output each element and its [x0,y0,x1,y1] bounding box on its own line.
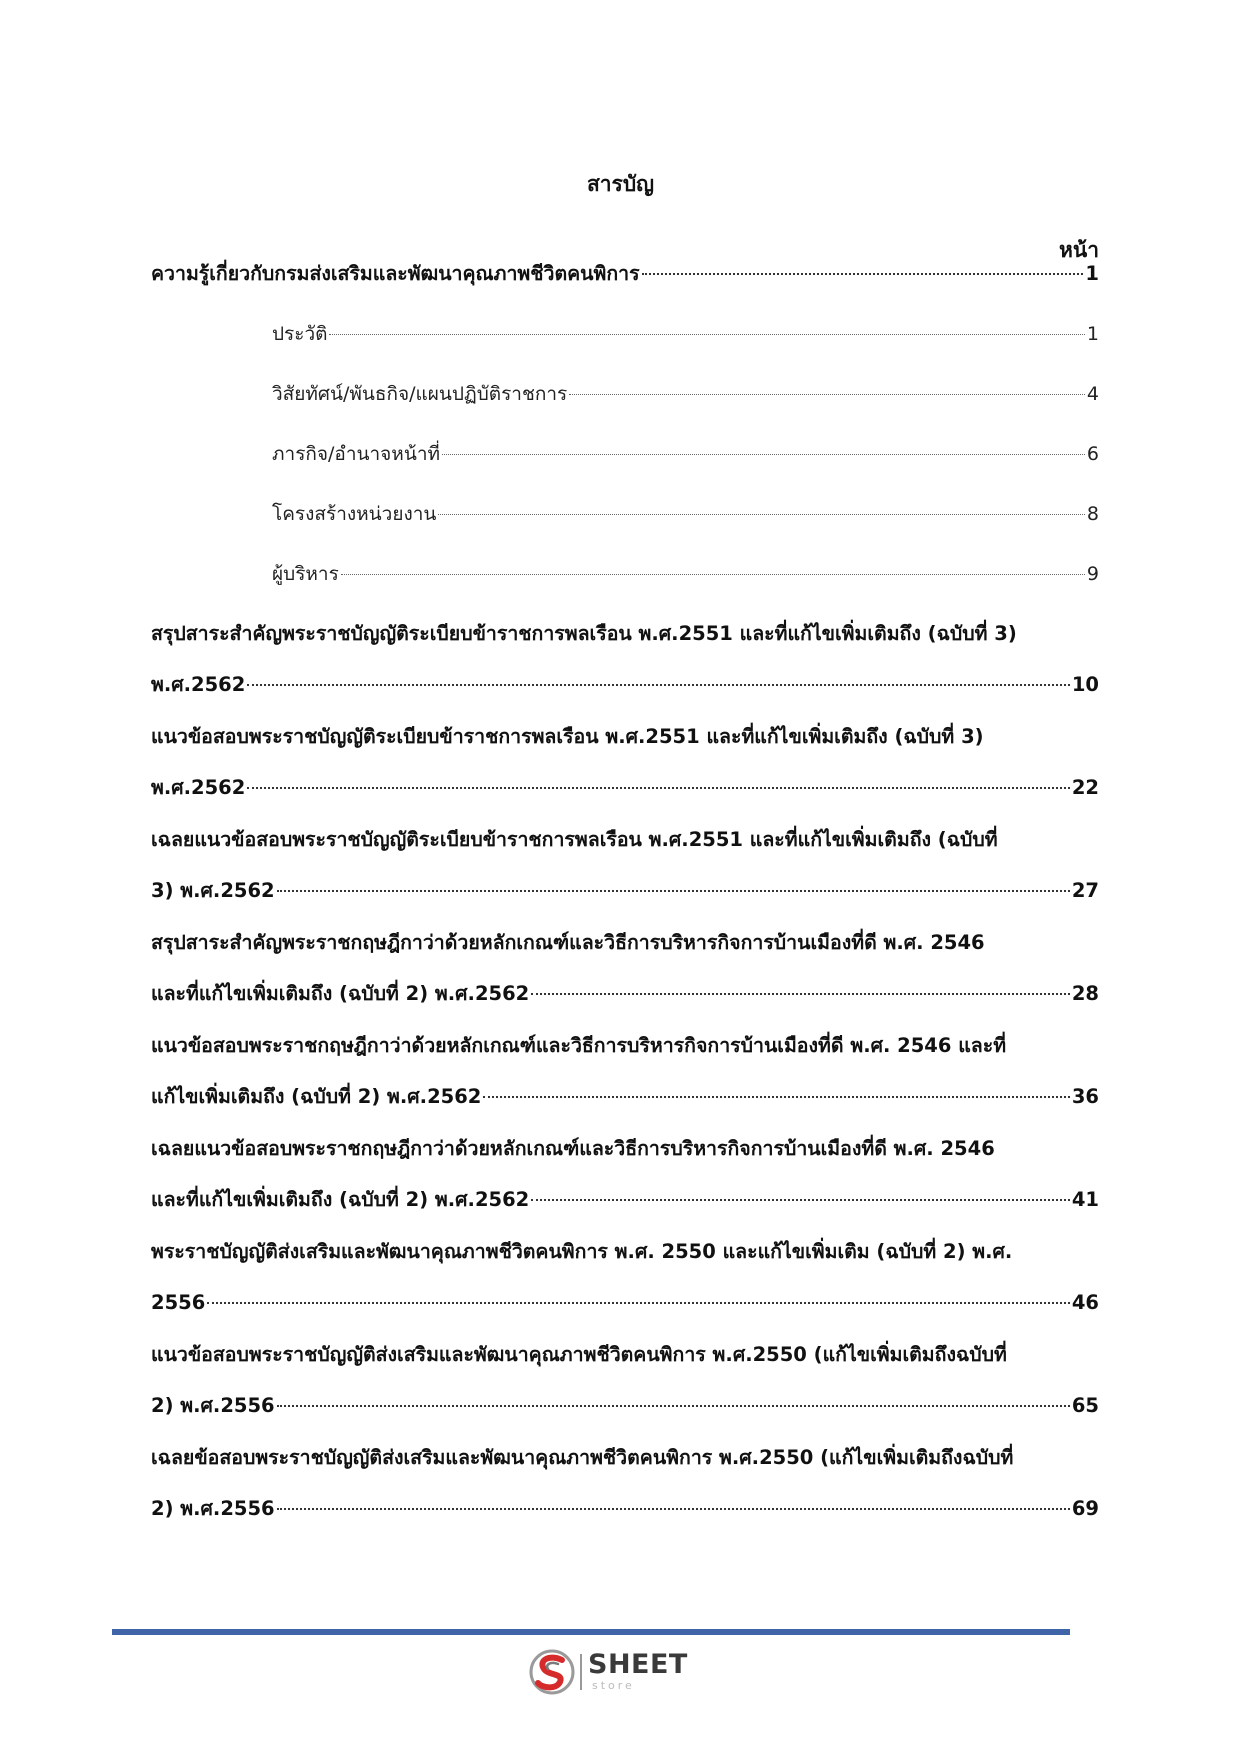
toc-entry [151,254,1099,294]
toc-page-number: 69 [1071,1497,1099,1520]
toc-entry [151,717,1099,808]
toc-entry-title-line1: แนวข้อสอบพระราชกฤษฎีกาว่าด้วยหลักเกณฑ์และวิธีการบริหารกิจการบ้านเมืองที่ดี พ.ศ. 2546 และที่ [151,1034,1007,1057]
toc-entry [151,1129,1099,1220]
toc-entry-title: 2) พ.ศ.2556 [151,1497,275,1520]
toc-entry-title: โครงสร้างหน่วยงาน [272,503,437,525]
dot-leader [483,1096,1069,1098]
dot-leader [277,1508,1070,1510]
toc-page-number: 46 [1071,1291,1099,1314]
toc-page-number: 22 [1071,776,1099,799]
toc-page-number: 8 [1086,503,1099,525]
toc-subentry [272,374,1099,414]
dot-leader [642,273,1084,275]
toc-entry-title: ความรู้เกี่ยวกับกรมส่งเสริมและพัฒนาคุณภาพชีวิตคนพิการ [151,262,640,285]
dot-leader [329,334,1084,335]
toc-page-number: 27 [1071,879,1099,902]
toc-entry-title: ประวัติ [272,323,328,345]
toc-entry-title-line1: เฉลยข้อสอบพระราชบัญญัติส่งเสริมและพัฒนาคุณภาพชีวิตคนพิการ พ.ศ.2550 (แก้ไขเพิ่มเติมถึงฉบับที่ [151,1446,1014,1469]
dot-leader [207,1302,1070,1304]
toc-entry-title: และที่แก้ไขเพิ่มเติมถึง (ฉบับที่ 2) พ.ศ.2562 [151,1188,530,1211]
dot-leader [438,514,1085,515]
toc-entry-title-line1: เฉลยแนวข้อสอบพระราชบัญญัติระเบียบข้าราชการพลเรือน พ.ศ.2551 และที่แก้ไขเพิ่มเติมถึง (ฉบับที่ [151,828,998,851]
toc-entry-title: พ.ศ.2562 [151,776,246,799]
dot-leader [531,1199,1070,1201]
toc-entry [151,1335,1099,1426]
toc-entry-title: พ.ศ.2562 [151,673,246,696]
toc-entry [151,1438,1099,1529]
toc-entry-title: ผู้บริหาร [272,563,339,585]
sheet-store-logo [528,1648,688,1696]
toc-entry [151,820,1099,911]
dot-leader [247,787,1070,789]
toc-entry [151,1026,1099,1117]
toc-entry-title-line1: แนวข้อสอบพระราชบัญญัติส่งเสริมและพัฒนาคุณภาพชีวิตคนพิการ พ.ศ.2550 (แก้ไขเพิ่มเติมถึงฉบับที่ [151,1343,1007,1366]
toc-subentry [272,554,1099,594]
dot-leader [277,1405,1070,1407]
toc-page-number: 10 [1071,673,1099,696]
logo-divider [580,1654,582,1690]
toc-page-number: 1 [1086,323,1099,345]
toc-subentry [272,434,1099,474]
dot-leader [569,394,1085,395]
toc-page-number: 1 [1085,262,1099,285]
toc-page-number: 6 [1086,443,1099,465]
logo-subtext: store [592,1679,635,1692]
dot-leader [247,684,1070,686]
toc-entry [151,614,1099,705]
dot-leader [277,890,1070,892]
page-column-header: หน้า [1059,238,1099,262]
toc-subentry [272,494,1099,534]
toc-entry-title: 2556 [151,1291,206,1314]
toc-entry [151,923,1099,1014]
toc-entry-title: 2) พ.ศ.2556 [151,1394,275,1417]
toc-entry-title-line1: แนวข้อสอบพระราชบัญญัติระเบียบข้าราชการพลเรือน พ.ศ.2551 และที่แก้ไขเพิ่มเติมถึง (ฉบับที่ 3) [151,725,984,748]
toc-entry-title: วิสัยทัศน์/พันธกิจ/แผนปฏิบัติราชการ [272,383,568,405]
toc-entry-title-line1: สรุปสาระสำคัญพระราชบัญญัติระเบียบข้าราชการพลเรือน พ.ศ.2551 และที่แก้ไขเพิ่มเติมถึง (ฉบับที่ 3) [151,622,1017,645]
dot-leader [341,574,1085,575]
toc-page-number: 9 [1086,563,1099,585]
sheet-store-s-icon [528,1648,578,1696]
toc-entry-title: และที่แก้ไขเพิ่มเติมถึง (ฉบับที่ 2) พ.ศ.2562 [151,982,530,1005]
dot-leader [531,993,1070,995]
toc-page-number: 4 [1086,383,1099,405]
toc-entry-title: 3) พ.ศ.2562 [151,879,275,902]
footer-rule [112,1629,1070,1635]
toc-entry [151,1232,1099,1323]
toc-entry-title-line1: พระราชบัญญัติส่งเสริมและพัฒนาคุณภาพชีวิตคนพิการ พ.ศ. 2550 และแก้ไขเพิ่มเติม (ฉบับที่ 2) พ.ศ. [151,1240,1013,1263]
toc-subentry [272,314,1099,354]
toc-entry-title-line1: เฉลยแนวข้อสอบพระราชกฤษฎีกาว่าด้วยหลักเกณฑ์และวิธีการบริหารกิจการบ้านเมืองที่ดี พ.ศ. 2546 [151,1137,995,1160]
toc-page-number: 36 [1071,1085,1099,1108]
toc-page-number: 41 [1071,1188,1099,1211]
toc-entry-title: แก้ไขเพิ่มเติมถึง (ฉบับที่ 2) พ.ศ.2562 [151,1085,482,1108]
toc-page-number: 65 [1071,1394,1099,1417]
toc-page-number: 28 [1071,982,1099,1005]
page-title: สารบัญ [586,172,655,196]
toc-entry-title-line1: สรุปสาระสำคัญพระราชกฤษฎีกาว่าด้วยหลักเกณฑ์และวิธีการบริหารกิจการบ้านเมืองที่ดี พ.ศ. 2546 [151,931,985,954]
toc-entry-title: ภารกิจ/อำนาจหน้าที่ [272,443,441,465]
logo-wordmark: SHEET [588,1649,688,1680]
dot-leader [442,454,1085,455]
